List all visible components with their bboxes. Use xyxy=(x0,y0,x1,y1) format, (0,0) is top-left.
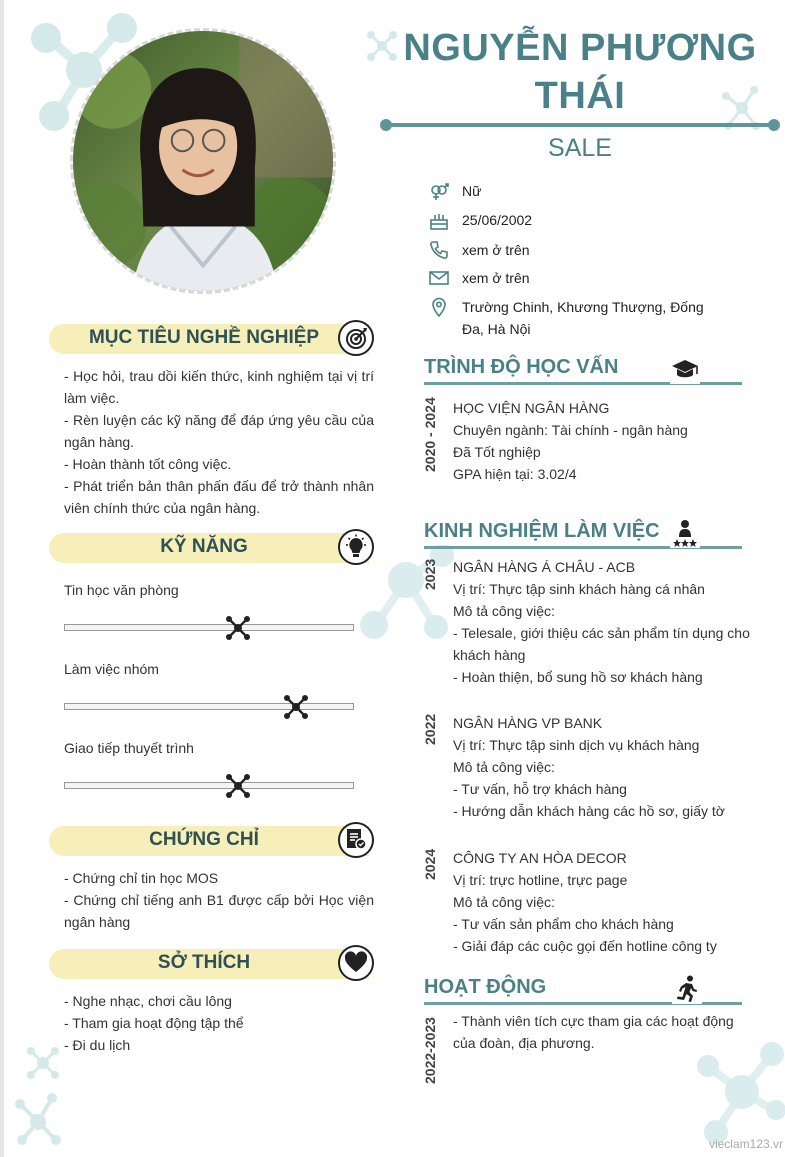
education-years: 2020 - 2024 xyxy=(422,397,438,472)
experience-entry xyxy=(453,847,753,957)
portrait-image-icon xyxy=(73,31,333,291)
birthday-value: 25/06/2002 xyxy=(462,212,533,228)
objective-line: - Hoàn thành tốt công việc. xyxy=(64,456,232,472)
molecule-slider-knob-icon xyxy=(283,694,309,720)
education-line: GPA hiện tại: 3.02/4 xyxy=(453,466,577,482)
activity-entry xyxy=(453,1010,745,1054)
graduation-cap-icon xyxy=(670,354,700,384)
name-divider xyxy=(384,123,776,127)
skill-label: Giao tiếp thuyết trình xyxy=(64,740,194,756)
company-name: NGÂN HÀNG Á CHÂU - ACB xyxy=(453,559,636,575)
certificate-line: - Chứng chỉ tin học MOS xyxy=(64,870,219,886)
objective-text xyxy=(64,365,374,519)
experience-line: - Tư vấn, hỗ trợ khách hàng xyxy=(453,781,627,797)
experience-year: 2022 xyxy=(422,713,438,745)
watermark: vieclam123.vr xyxy=(708,1137,783,1151)
experience-line: Mô tả công việc: xyxy=(453,894,555,910)
section-skills-header xyxy=(49,531,374,563)
running-person-icon xyxy=(672,974,702,1004)
certificates-text xyxy=(64,867,374,933)
experience-line: - Telesale, giới thiệu các sản phẩm tín dụng cho khách hàng xyxy=(453,625,750,663)
phone-icon xyxy=(428,239,450,261)
hobbies-text xyxy=(64,990,374,1056)
contact-email xyxy=(428,267,728,289)
section-education-header xyxy=(424,356,744,390)
job-title: SALE xyxy=(548,134,612,162)
activity-line: - Thành viên tích cực tham gia các hoạt động của đoàn, địa phương. xyxy=(453,1013,734,1051)
skill-label: Tin học văn phòng xyxy=(64,582,179,598)
section-title: TRÌNH ĐỘ HỌC VẤN xyxy=(424,356,619,378)
section-title: SỞ THÍCH xyxy=(157,952,251,973)
birthday-cake-icon xyxy=(428,209,450,231)
experience-line: Mô tả công việc: xyxy=(453,759,555,775)
section-certificates-header xyxy=(49,824,374,856)
section-title: KINH NGHIỆM LÀM VIỆC xyxy=(424,520,660,542)
section-experience-header xyxy=(424,520,744,554)
lightbulb-icon xyxy=(343,534,369,560)
section-hobbies-header xyxy=(49,947,374,979)
molecule-slider-knob-icon xyxy=(225,773,251,799)
gender-value: Nữ xyxy=(462,183,482,199)
molecule-decoration-icon xyxy=(26,1045,60,1081)
molecule-decoration-icon xyxy=(12,1092,64,1148)
section-title: CHỨNG CHỈ xyxy=(149,829,259,850)
experience-line: - Giải đáp các cuộc gọi đến hotline công ty xyxy=(453,938,717,954)
molecule-decoration-icon xyxy=(694,1040,785,1145)
phone-value: xem ở trên xyxy=(462,242,530,258)
skill-bar xyxy=(64,782,354,789)
experience-line: Mô tả công việc: xyxy=(453,603,555,619)
experience-year: 2023 xyxy=(422,558,438,590)
objective-line: - Phát triển bản thân phấn đấu để trở thành nhân viên chính thức của ngân hàng. xyxy=(64,478,374,516)
objective-line: - Học hỏi, trau dồi kiến thức, kinh nghiệm tại vị trí làm việc. xyxy=(64,368,374,406)
company-name: CÔNG TY AN HÒA DECOR xyxy=(453,850,627,866)
email-value: xem ở trên xyxy=(462,270,530,286)
experience-entry xyxy=(453,712,753,822)
name-line-1: NGUYỄN PHƯƠNG xyxy=(403,27,757,69)
experience-entry xyxy=(453,556,753,688)
hobby-line: - Nghe nhạc, chơi cầu lông xyxy=(64,993,232,1009)
target-icon xyxy=(343,325,369,351)
section-title: MỤC TIÊU NGHỀ NGHIỆP xyxy=(88,327,320,348)
objective-line: - Rèn luyện các kỹ năng để đáp ứng yêu cầu của ngân hàng. xyxy=(64,412,374,450)
location-pin-icon xyxy=(428,296,450,318)
molecule-slider-knob-icon xyxy=(225,615,251,641)
experience-line: - Tư vấn sản phẩm cho khách hàng xyxy=(453,916,674,932)
skill-label: Làm việc nhóm xyxy=(64,661,159,677)
heart-icon xyxy=(343,950,369,976)
experience-line: - Hoàn thiện, bổ sung hồ sơ khách hàng xyxy=(453,669,703,685)
education-line: Đã Tốt nghiệp xyxy=(453,444,541,460)
education-entry xyxy=(453,397,753,485)
address-value: Trường Chinh, Khương Thượng, Đống Đa, Hà Nội xyxy=(462,299,704,337)
envelope-icon xyxy=(428,267,450,289)
skill-bar xyxy=(64,624,354,631)
experience-year: 2024 xyxy=(422,848,438,880)
gender-icon xyxy=(428,180,450,202)
school-name: HỌC VIỆN NGÂN HÀNG xyxy=(453,400,610,416)
experience-line: Vị trí: Thực tập sinh dịch vụ khách hàng xyxy=(453,737,700,753)
section-objective-header xyxy=(49,322,374,354)
activity-years: 2022-2023 xyxy=(422,1017,438,1084)
experience-line: Vị trí: trực hotline, trực page xyxy=(453,872,628,888)
certificate-icon xyxy=(343,827,369,853)
section-title: KỸ NĂNG xyxy=(160,536,248,557)
contact-address xyxy=(428,296,728,340)
profile-photo xyxy=(70,28,336,294)
experience-line: Vị trí: Thực tập sinh khách hàng cá nhân xyxy=(453,581,705,597)
hobby-line: - Tham gia hoạt động tập thể xyxy=(64,1015,244,1031)
education-line: Chuyên ngành: Tài chính - ngân hàng xyxy=(453,422,688,438)
hobby-line: - Đi du lịch xyxy=(64,1037,131,1053)
name-line-2: THÁI xyxy=(534,75,626,117)
contact-gender xyxy=(428,180,728,202)
experience-line: - Hướng dẫn khách hàng các hồ sơ, giấy tờ xyxy=(453,803,725,819)
contact-phone xyxy=(428,239,728,261)
skill-bar xyxy=(64,703,354,710)
certificate-line: - Chứng chỉ tiếng anh B1 được cấp bởi Học viện ngân hàng xyxy=(64,892,374,930)
person-stars-icon xyxy=(670,518,700,548)
contact-birthday xyxy=(428,209,728,231)
candidate-name xyxy=(384,24,776,120)
section-title: HOẠT ĐỘNG xyxy=(424,976,547,998)
company-name: NGÂN HÀNG VP BANK xyxy=(453,715,603,731)
section-activities-header xyxy=(424,976,744,1010)
